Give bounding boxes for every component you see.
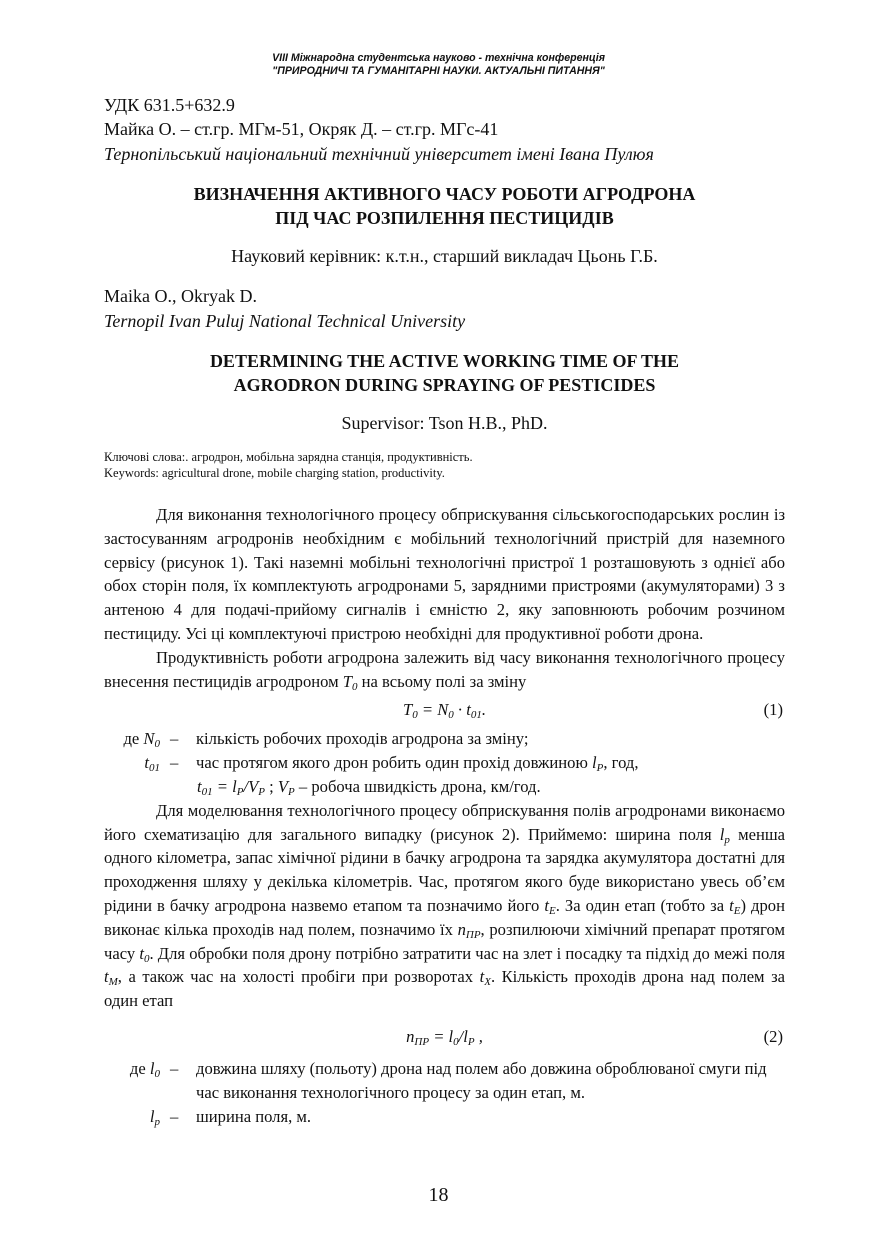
symbol-tX: $t_X$ [479,967,491,989]
symbol-T0: $T_0$ [342,671,358,693]
paragraph-3-part-4: ) дрон виконає кілька проходів над полем, позначимо їх [104,895,785,939]
symbol-t01: $t_{01}$ [144,753,160,775]
page-number: 18 [428,1184,449,1206]
definition-t01 [104,751,785,775]
symbol-nPR: $n_{ПР}$ [457,919,481,941]
paragraph-3-part-8: . Кількість проходів дрона над полем за один етап [104,967,785,1011]
symbol-tE: $t_E$ [544,895,556,917]
symbol-VP: $V_P$ [277,776,295,798]
authors-ua: Майка О. – ст.гр. МГм-51, Окряк Д. – ст.гр. МГс-41 [104,119,499,139]
title-ua-line-1: ВИЗНАЧЕННЯ АКТИВНОГО ЧАСУ РОБОТИ АГРОДРОНА [193,184,696,204]
university-ua: Тернопільський національний технічний університет імені Івана Пулюя [104,144,654,164]
udk-code: УДК 631.5+632.9 [104,95,235,115]
paragraph-3 [104,799,785,1013]
authors-en: Maika O., Okryak D. [104,286,257,306]
formula-1: $T_0 = N_0 \cdot t_{01}$. [402,700,486,722]
definition-N0-text: кількість робочих проходів агродрона за зміну; [196,729,529,749]
supervisor-en: Supervisor: Tson H.B., PhD. [341,413,548,433]
symbol-l0: $l_0$ [149,1058,160,1080]
symbol-tM: $t_M$ [104,967,118,989]
supervisor-ua: Науковий керівник: к.т.н., старший викладач Цьонь Г.Б. [231,246,658,266]
paragraph-2-text-a: Продуктивність роботи агродрона залежить від часу виконання технологічного процесу внесення пестицидів агродроном [104,647,785,691]
paragraph-3-part-7: , а також час на холості пробіги при розворотах [117,967,474,987]
definition-lp [104,1105,785,1129]
paragraph-3-part-1: Для моделювання технологічного процесу обприскування полів агродронами виконаємо його схематизацію для загального випадку (рисунок 2). Приймемо: ширина поля [104,800,785,844]
definition-l0-text: довжина шляху (польоту) дрона над полем або довжина оброблюваної смуги під час виконання технологічного процесу за один етап, м. [196,1058,767,1102]
symbol-t0: $t_0$ [139,943,150,965]
def-dash: – [170,753,179,773]
def-dash: – [170,1058,179,1078]
symbol-lP: $l_P$ [592,753,604,775]
paragraph-3-part-3: . За один етап (тобто за [555,895,725,915]
paragraph-3-part-5: , розпилюючи хімічний препарат протягом часу [104,919,785,963]
formula-1-number: (1) [763,700,783,720]
definition-N0 [104,727,785,751]
university-en: Ternopil Ivan Puluj National Technical University [104,311,466,331]
definition-l0 [104,1057,785,1105]
keywords-ua: Ключові слова:. агродрон, мобільна зарядна станція, продуктивність. [104,450,473,464]
definition-t01-text-a: час протягом якого дрон робить один прохід довжиною [196,753,588,773]
paragraph-3-part-6: . Для обробки поля дрону потрібно затратити час на злет і посадку та підхід до межі поля [149,943,785,963]
paragraph-1: Для виконання технологічного процесу обприскування сільськогосподарських рослин із застосуванням агродронів необхідним є мобільний технологічний пристрій для наземного сервісу (рисунок 1). Такі наземні мобільні технологічні пристрої 1 розташовують з однієї або обох сторін поля, їх комплектують агродронами 5, зарядними пристроями (акумуляторами) 3 з антеною 4 для подачі-прийому сигналів і ємністю 2, яку заповнюють робочим розчином пестициду. Усі ці комплектуючі пристрою необхідні для продуктивної роботи дрона. [104,505,785,643]
keywords-block [104,449,785,481]
title-ua-line-2: ПІД ЧАС РОЗПИЛЕННЯ ПЕСТИЦИДІВ [275,208,614,228]
formula-2-row [104,1015,785,1055]
symbol-lp: $l_p$ [719,824,730,846]
def-dash: – [170,729,179,749]
title-en [104,349,785,397]
title-en-line-1: DETERMINING THE ACTIVE WORKING TIME OF THE [209,351,680,371]
symbol-tE-2: $t_E$ [729,895,741,917]
def-prefix: де [129,1058,146,1078]
paragraph-3-part-2: менша одного кілометра, запас хімічної рідини в бачку агродрона та зарядка акумулятора достатні для проходження шляху у декілька кілометрів. Час, протягом якого буде використано увесь об’єм рідини в бачку агродрона назвемо етапом та позначимо його [104,824,785,915]
paragraph-2-text-b: на всьому полі за зміну [361,671,527,691]
formula-2-number: (2) [763,1026,783,1046]
formula-2: $n_{ПР} = l_0/l_P$ , [406,1026,483,1048]
def-prefix: де [123,729,140,749]
definitions-2 [104,1057,785,1128]
definition-t01-text-b: , год, [603,753,639,773]
definitions-1 [104,727,785,798]
definition-t01-formula: $t_{01} = l_P/V_P$ ; $V_P$ – робоча швидкість дрона, км/год. [197,776,541,798]
symbol-N0: $N_0$ [143,729,160,751]
paragraph-2 [104,646,785,694]
formula-1-row [104,695,785,725]
title-en-line-2: AGRODRON DURING SPRAYING OF PESTICIDES [233,375,656,395]
conference-header [92,52,785,77]
conference-line-2: "ПРИРОДНИЧІ ТА ГУМАНІТАРНІ НАУКИ. АКТУАЛЬНІ ПИТАННЯ" [272,64,605,77]
title-ua [104,182,785,230]
def-dash: – [170,1106,179,1126]
conference-line-1: VIII Міжнародна студентська науково - технічна конференція [272,52,605,64]
formula-t01: $t_{01} = l_P/V_P$ [197,776,265,798]
symbol-lp-def: $l_p$ [149,1106,160,1128]
definition-lp-text: ширина поля, м. [196,1106,312,1126]
definition-VP-text: – робоча швидкість дрона, км/год. [294,776,541,796]
keywords-en: Keywords: agricultural drone, mobile charging station, productivity. [104,466,445,480]
